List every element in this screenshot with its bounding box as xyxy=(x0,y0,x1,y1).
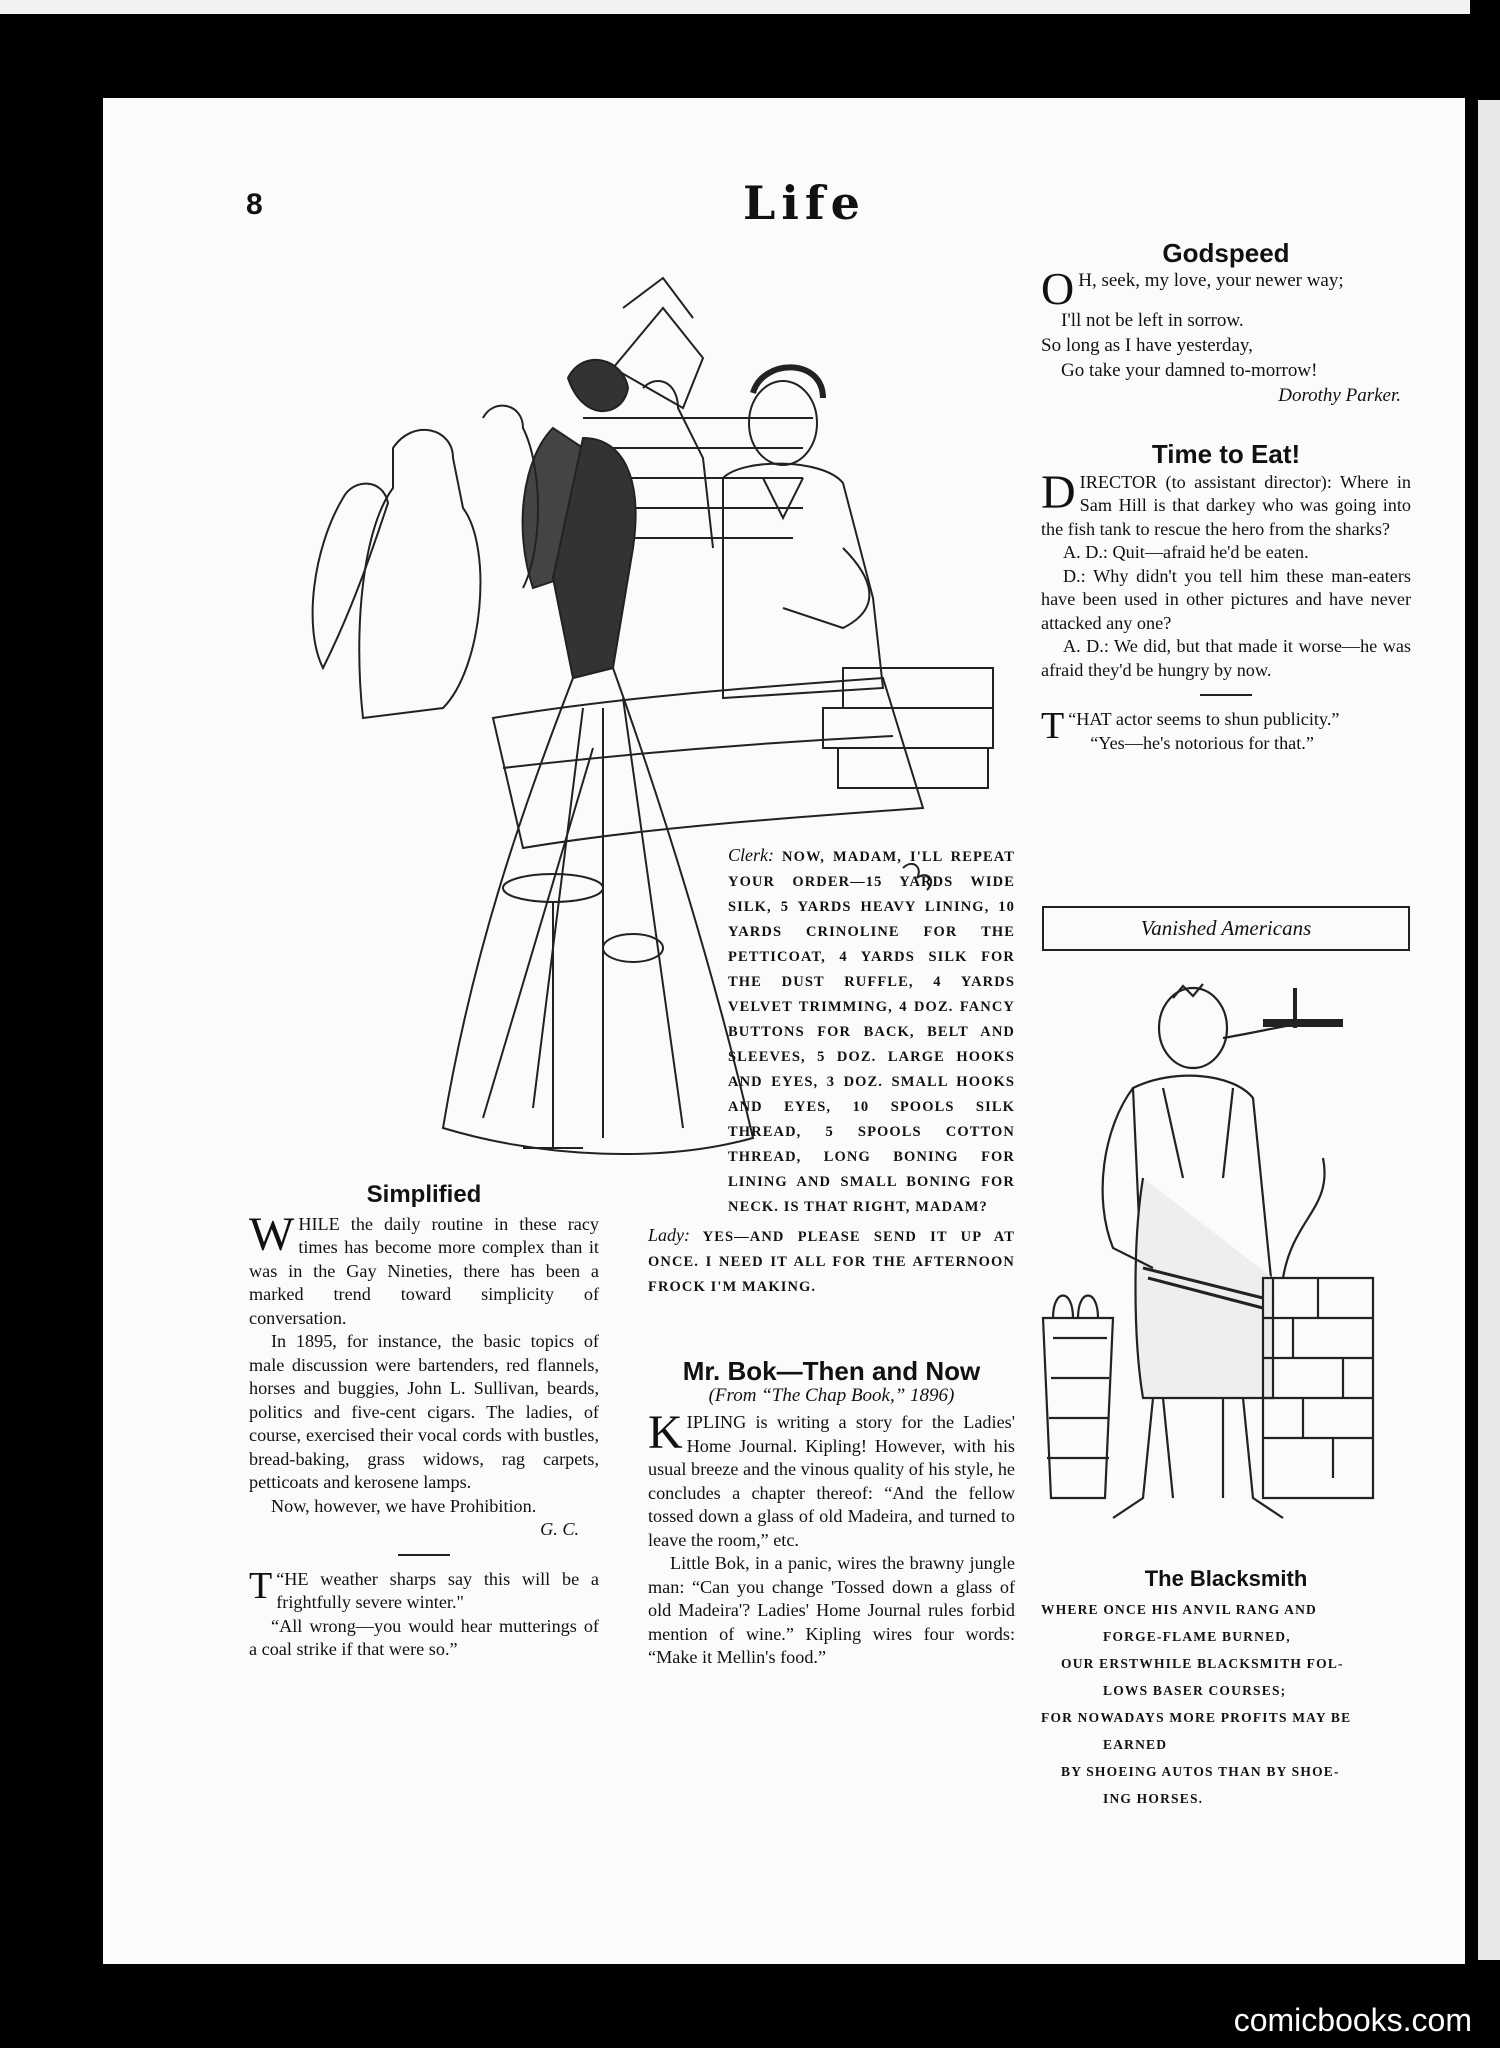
verse-line: OUR ERSTWHILE BLACKSMITH FOL- xyxy=(1061,1656,1344,1671)
scan-right-edge xyxy=(1478,100,1500,1960)
time-to-eat-paragraph-1: IRECTOR (to assistant director): Where in Sam Hill is that darkey who was going into the fish tank to rescue the hero from the sharks? xyxy=(1041,471,1411,539)
poem-godspeed xyxy=(1041,238,1411,408)
clerk-label: Clerk: xyxy=(728,845,774,865)
bok-paragraph-1: IPLING is writing a story for the Ladies' Home Journal. Kipling! However, with his usual breeze and the vinous quality of his style, he concludes a chapter thereof: “And the fellow tossed down a glass of old Madeira, and turned to leave the room,” etc. xyxy=(648,1412,1015,1550)
godspeed-line-4: Go take your damned to-morrow! xyxy=(1061,360,1318,381)
verse-line: WHERE ONCE HIS ANVIL RANG AND xyxy=(1041,1602,1317,1617)
article-time-to-eat xyxy=(1041,439,1411,755)
time-to-eat-paragraph-4: A. D.: We did, but that made it worse—he was afraid they'd be hungry by now. xyxy=(1041,636,1411,680)
godspeed-author: Dorothy Parker. xyxy=(1278,385,1401,406)
dropcap: W xyxy=(249,1207,295,1261)
divider-rule xyxy=(1200,694,1252,696)
simplified-paragraph-1: HILE the daily routine in these racy times has become more complex than it was in the Gay Nineties, there has been a marked trend toward simplicity of conversation. xyxy=(249,1213,599,1328)
simplified-title: Simplified xyxy=(366,1181,482,1208)
verse-line: FORGE-FLAME BURNED, xyxy=(1103,1629,1291,1644)
time-to-eat-title: Time to Eat! xyxy=(1151,439,1301,469)
actor-line-1: HAT actor seems to shun publicity.” xyxy=(1076,709,1340,729)
verse-line: LOWS BASER COURSES; xyxy=(1103,1683,1287,1698)
magazine-page xyxy=(103,98,1465,1964)
article-mr-bok xyxy=(648,1356,1015,1670)
actor-line-2: “Yes—he's notorious for that.” xyxy=(1090,732,1314,753)
time-to-eat-paragraph-2: A. D.: Quit—afraid he'd be eaten. xyxy=(1063,542,1309,562)
dropcap: T xyxy=(1041,705,1065,747)
clerk-text: NOW, MADAM, I'LL REPEAT YOUR ORDER—15 YARDS WIDE SILK, 5 YARDS HEAVY LINING, 10 YARDS CRINOLINE FOR THE PETTICOAT, 4 YARDS SILK FOR THE DUST RUFFLE, 4 YARDS VELVET TRIMMING, 4 DOZ. FANCY BUTTONS FOR BACK, BELT AND SLEEVES, 5 DOZ. LARGE HOOKS AND EYES, 3 DOZ. SMALL HOOKS AND EYES, 10 SPOOLS SILK THREAD, 5 SPOOLS COTTON THREAD, LONG BONING FOR LINING AND SMALL BONING FOR NECK. IS THAT RIGHT, MADAM? xyxy=(728,849,1015,1215)
time-to-eat-paragraph-3: D.: Why didn't you tell him these man-eaters have been used in other pictures and have never attacked any one? xyxy=(1041,565,1411,633)
brand-watermark: comicbooks.com xyxy=(1233,2002,1472,2038)
lady-text: YES—AND PLEASE SEND IT UP AT ONCE. I NEED IT ALL FOR THE AFTERNOON FROCK I'M MAKING. xyxy=(648,1229,1016,1295)
dropcap: D xyxy=(1041,465,1076,519)
verse-line: EARNED xyxy=(1103,1737,1168,1752)
blacksmith-cartoon-illustration xyxy=(1033,978,1413,1538)
verse-line: ING HORSES. xyxy=(1103,1791,1204,1806)
bok-title: Mr. Bok—Then and Now xyxy=(682,1356,981,1386)
divider-rule xyxy=(398,1554,450,1556)
blacksmith-caption xyxy=(1041,1566,1411,1812)
verse-line: BY SHOEING AUTOS THAN BY SHOE- xyxy=(1061,1764,1340,1779)
cartoon-caption-lady xyxy=(648,1223,1015,1300)
godspeed-line-1: H, seek, my love, your newer way; xyxy=(1078,270,1344,291)
masthead: Life xyxy=(743,176,866,230)
bok-source: (From “The Chap Book,” 1896) xyxy=(708,1384,955,1406)
godspeed-line-2: I'll not be left in sorrow. xyxy=(1061,310,1244,331)
weather-line-1: HE weather sharps say this will be a frightfully severe winter." xyxy=(276,1568,599,1612)
open-quote: “ xyxy=(1068,709,1077,729)
godspeed-title: Godspeed xyxy=(1162,238,1290,268)
godspeed-line-3: So long as I have yesterday, xyxy=(1041,335,1253,356)
scan-top-edge xyxy=(0,0,1470,14)
bok-paragraph-2: Little Bok, in a panic, wires the brawny jungle man: “Can you change 'Tossed down a glass of old Madeira'? Ladies' Home Journal rules forbid mention of wine.” Kipling wires four words: “Make it Mellin's food.” xyxy=(648,1553,1015,1667)
simplified-signature: G. C. xyxy=(540,1519,579,1539)
blacksmith-title: The Blacksmith xyxy=(1144,1566,1308,1591)
article-simplified xyxy=(249,1183,599,1662)
open-quote: “ xyxy=(276,1568,285,1589)
vanished-americans-box: Vanished Americans xyxy=(1042,906,1410,951)
dropcap: K xyxy=(648,1406,683,1459)
page-number: 8 xyxy=(246,188,263,221)
verse-line: FOR NOWADAYS MORE PROFITS MAY BE xyxy=(1041,1710,1352,1725)
lady-label: Lady: xyxy=(648,1225,690,1245)
simplified-paragraph-3: Now, however, we have Prohibition. xyxy=(271,1495,537,1516)
dropcap: T xyxy=(249,1564,273,1607)
dropcap: O xyxy=(1041,263,1075,314)
weather-line-2: “All wrong—you would hear mutterings of a coal strike if that were so.” xyxy=(249,1615,599,1659)
simplified-paragraph-2: In 1895, for instance, the basic topics of male discussion were bartenders, red flannels, horses and buggies, John L. Sullivan, beards, politics and five-cent cigars. The ladies, of course, exercised their vocal cords with bustles, bread-baking, grass widows, rag carpets, petticoats and kerosene lamps. xyxy=(249,1331,599,1492)
cartoon-caption-clerk xyxy=(728,843,1015,1220)
blacksmith-verse xyxy=(1041,1596,1411,1812)
